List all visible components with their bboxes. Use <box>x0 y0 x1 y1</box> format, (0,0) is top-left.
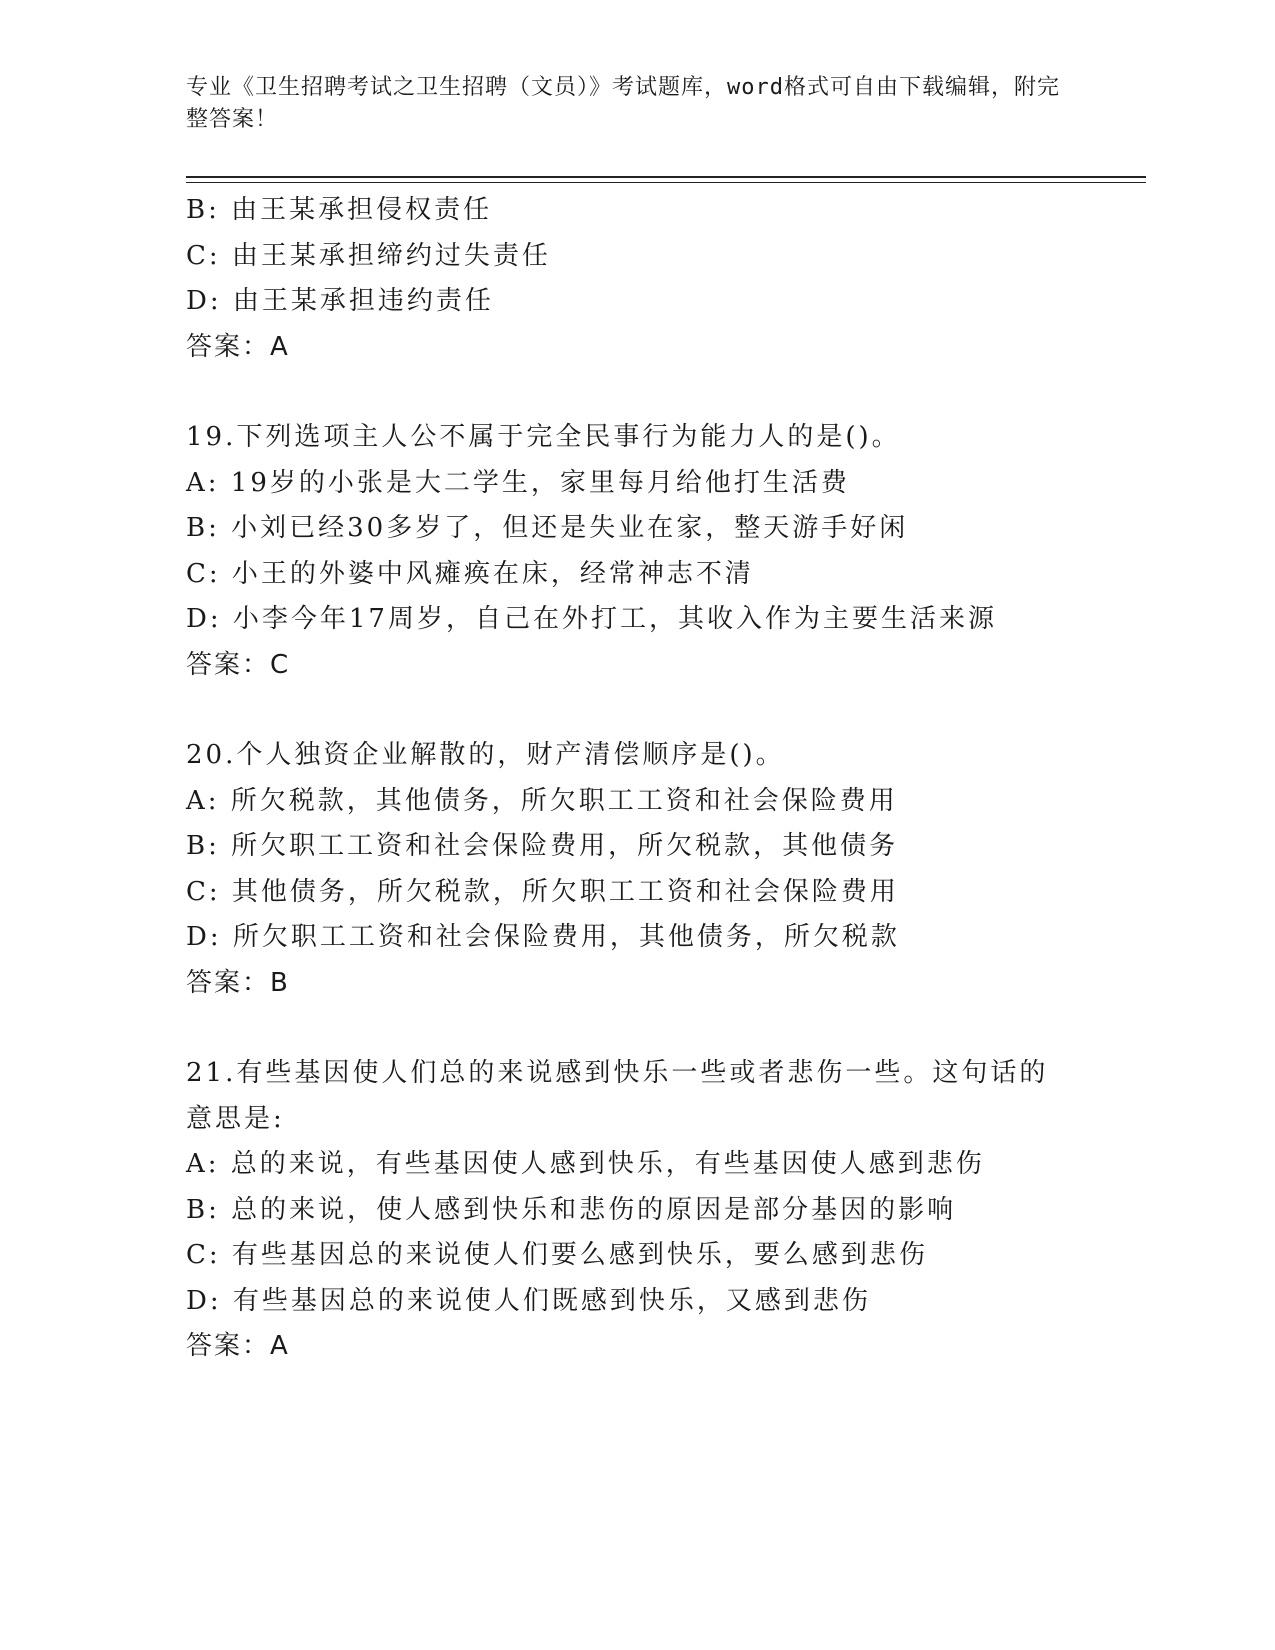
answer-line: 答案：C <box>186 649 291 680</box>
question-block-18 <box>186 188 1146 370</box>
option-d: D: 小李今年17周岁，自己在外打工，其收入作为主要生活来源 <box>186 604 997 634</box>
question-text: 21.有些基因使人们总的来说感到快乐一些或者悲伤一些。这句话的意思是: <box>186 1058 1049 1134</box>
option-c: C: 由王某承担缔约过失责任 <box>186 240 551 271</box>
option-c: C: 有些基因总的来说使人们要么感到快乐，要么感到悲伤 <box>186 1240 928 1270</box>
header-rule-thick <box>186 176 1146 178</box>
question-block-21 <box>186 1051 1146 1370</box>
answer-line: 答案：B <box>186 967 290 998</box>
question-text: 19.下列选项主人公不属于完全民事行为能力人的是()。 <box>186 422 901 452</box>
option-d: D: 所欠职工工资和社会保险费用，其他债务，所欠税款 <box>186 922 900 952</box>
option-d: D: 由王某承担违约责任 <box>186 286 494 316</box>
option-a: A: 总的来说，有些基因使人感到快乐，有些基因使人感到悲伤 <box>186 1149 985 1179</box>
header-rule-thin <box>186 182 1146 183</box>
answer-line: 答案：A <box>186 1331 290 1361</box>
document-body <box>186 188 1146 1370</box>
option-b: B: 由王某承担侵权责任 <box>186 195 493 225</box>
answer-line: 答案：A <box>186 331 290 362</box>
question-block-20 <box>186 733 1146 1006</box>
question-text: 20.个人独资企业解散的，财产清偿顺序是()。 <box>186 740 785 770</box>
option-b: B: 小刘已经30多岁了，但还是失业在家，整天游手好闲 <box>186 513 909 543</box>
option-c: C: 小王的外婆中风瘫痪在床，经常神志不清 <box>186 558 754 589</box>
page-header: 专业《卫生招聘考试之卫生招聘（文员）》考试题库，word格式可自由下载编辑，附完整答案！ <box>186 75 1060 132</box>
option-a: A: 所欠税款，其他债务，所欠职工工资和社会保险费用 <box>186 785 898 816</box>
option-b: B: 总的来说，使人感到快乐和悲伤的原因是部分基因的影响 <box>186 1194 957 1225</box>
option-d: D: 有些基因总的来说使人们既感到快乐，又感到悲伤 <box>186 1285 871 1316</box>
question-block-19 <box>186 415 1146 688</box>
option-b: B: 所欠职工工资和社会保险费用，所欠税款，其他债务 <box>186 831 899 861</box>
option-c: C: 其他债务，所欠税款，所欠职工工资和社会保险费用 <box>186 876 899 907</box>
option-a: A: 19岁的小张是大二学生，家里每月给他打生活费 <box>186 467 850 498</box>
